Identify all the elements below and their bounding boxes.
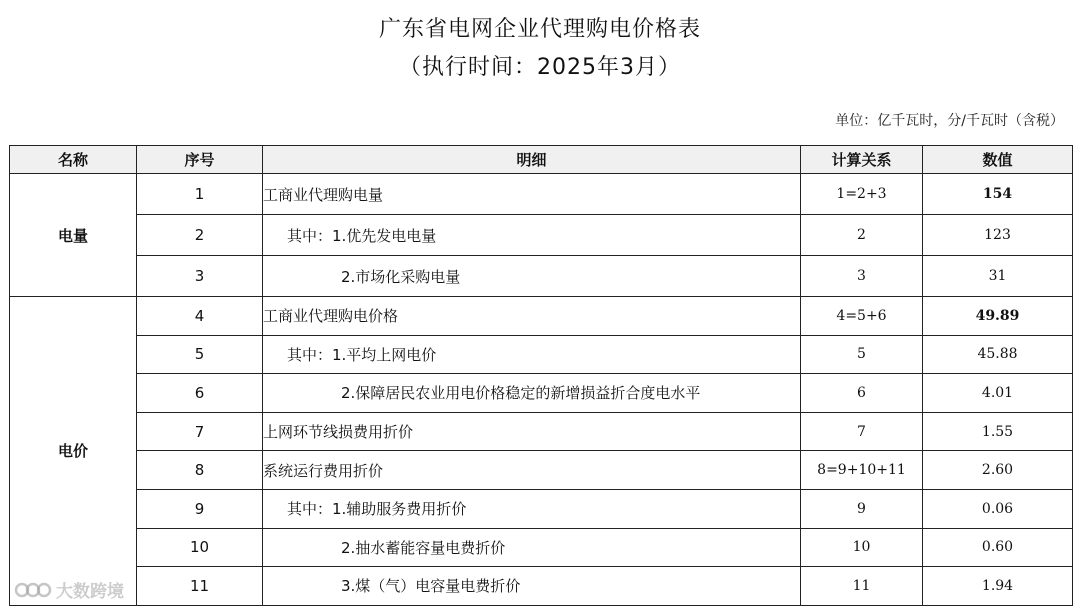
column-header-value: 数值	[923, 146, 1073, 174]
row-calc: 4=5+6	[801, 297, 923, 336]
row-seq: 5	[137, 335, 263, 374]
row-seq: 7	[137, 412, 263, 451]
chain-link-logo-icon	[12, 580, 52, 600]
table-row	[10, 174, 1073, 215]
price-table	[9, 145, 1073, 606]
row-calc: 8=9+10+11	[801, 451, 923, 490]
row-value: 1.55	[923, 412, 1073, 451]
group-label-quantity: 电量	[10, 174, 137, 297]
row-value: 154	[923, 174, 1073, 215]
page-subtitle: （执行时间：2025年3月）	[399, 55, 681, 80]
table-row	[10, 215, 1073, 256]
row-value: 2.60	[923, 451, 1073, 490]
row-value: 45.88	[923, 335, 1073, 374]
table-header-row	[10, 146, 1073, 174]
group-label-price: 电价	[10, 297, 137, 606]
row-seq: 4	[137, 297, 263, 336]
row-seq: 3	[137, 256, 263, 297]
row-calc: 6	[801, 374, 923, 413]
row-seq: 11	[137, 567, 263, 606]
row-detail: 其中：1.优先发电电量	[263, 215, 801, 256]
column-header-seq: 序号	[137, 146, 263, 174]
row-seq: 6	[137, 374, 263, 413]
row-detail: 其中：1.辅助服务费用折价	[263, 489, 801, 528]
row-value: 123	[923, 215, 1073, 256]
table-row	[10, 256, 1073, 297]
column-header-name: 名称	[10, 146, 137, 174]
row-value: 0.06	[923, 489, 1073, 528]
row-detail: 工商业代理购电价格	[263, 297, 801, 336]
row-seq: 8	[137, 451, 263, 490]
table-row	[10, 297, 1073, 336]
row-calc: 7	[801, 412, 923, 451]
table-row	[10, 528, 1073, 567]
row-seq: 1	[137, 174, 263, 215]
row-detail: 上网环节线损费用折价	[263, 412, 801, 451]
row-calc: 1=2+3	[801, 174, 923, 215]
row-calc: 11	[801, 567, 923, 606]
row-detail: 2.市场化采购电量	[263, 256, 801, 297]
row-value: 49.89	[923, 297, 1073, 336]
row-calc: 10	[801, 528, 923, 567]
row-detail: 工商业代理购电量	[263, 174, 801, 215]
row-calc: 2	[801, 215, 923, 256]
row-calc: 5	[801, 335, 923, 374]
table-row	[10, 489, 1073, 528]
row-detail: 系统运行费用折价	[263, 451, 801, 490]
row-detail: 2.抽水蓄能容量电费折价	[263, 528, 801, 567]
page-title: 广东省电网企业代理购电价格表	[378, 17, 701, 42]
row-calc: 9	[801, 489, 923, 528]
row-detail: 其中：1.平均上网电价	[263, 335, 801, 374]
unit-note: 单位：亿千瓦时，分/千瓦时（含税）	[835, 113, 1064, 129]
table-row	[10, 374, 1073, 413]
row-value: 0.60	[923, 528, 1073, 567]
column-header-calc: 计算关系	[801, 146, 923, 174]
row-value: 1.94	[923, 567, 1073, 606]
row-value: 4.01	[923, 374, 1073, 413]
row-detail: 2.保障居民农业用电价格稳定的新增损益折合度电水平	[263, 374, 801, 413]
column-header-detail: 明细	[263, 146, 801, 174]
table-row	[10, 451, 1073, 490]
table-row	[10, 567, 1073, 606]
row-seq: 10	[137, 528, 263, 567]
table-row	[10, 412, 1073, 451]
watermark	[12, 577, 124, 602]
row-detail: 3.煤（气）电容量电费折价	[263, 567, 801, 606]
table-row	[10, 335, 1073, 374]
row-calc: 3	[801, 256, 923, 297]
watermark-text: 大数跨境	[56, 582, 124, 602]
row-value: 31	[923, 256, 1073, 297]
row-seq: 9	[137, 489, 263, 528]
row-seq: 2	[137, 215, 263, 256]
